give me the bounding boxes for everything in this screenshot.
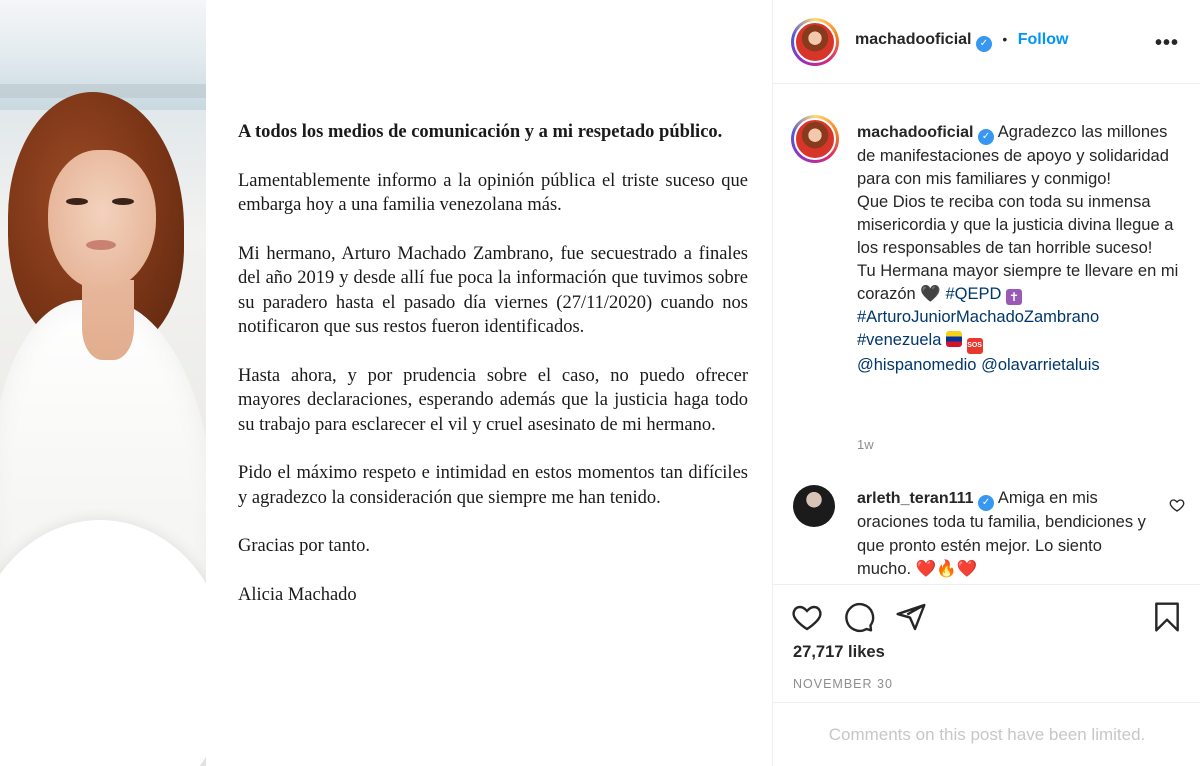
avatar[interactable]: [791, 18, 839, 66]
caption-text: Agradezco las millones de manifestaciones de apoyo y solidaridad para con mis familiares y conmigo!: [857, 123, 1169, 188]
verified-badge-icon: ✓: [978, 495, 994, 511]
share-paper-plane-icon[interactable]: [895, 601, 927, 633]
letter-paragraph: Pido el máximo respeto e intimidad en estos momentos tan difíciles y agradezco la consideración que siempre me han tenido.: [238, 463, 748, 508]
caption-avatar[interactable]: [791, 115, 839, 163]
venezuela-flag-icon: [946, 331, 962, 347]
commenter-username[interactable]: arleth_teran111: [857, 490, 974, 507]
letter-heading: A todos los medios de comunicación y a mi respetado público.: [238, 122, 723, 142]
letter-paragraph: Mi hermano, Arturo Machado Zambrano, fue secuestrado a finales del año 2019 y desde allí fue poca la información que tuvimos sobre su paradero hasta el pasado día viernes (27/11/2020) cuando nos notificaron que sus restos fueron identificados.: [238, 243, 748, 337]
verified-badge-icon: ✓: [976, 36, 992, 52]
letter-closing: Gracias por tanto.: [238, 536, 371, 556]
follow-button[interactable]: Follow: [1017, 31, 1069, 48]
letter-paragraph: Hasta ahora, y por prudencia sobre el caso, no puedo ofrecer mayores declaraciones, esperando además que la justicia haga todo su trabajo para esclarecer el vil y cruel asesinato de mi hermano.: [238, 365, 748, 435]
separator-dot: •: [1002, 31, 1008, 47]
mention-link[interactable]: @hispanomedio: [857, 356, 977, 374]
verified-badge-icon: ✓: [978, 129, 994, 145]
post-header: [773, 0, 1200, 84]
hashtag-link[interactable]: #ArturoJuniorMachadoZambrano: [857, 308, 1100, 326]
comment-bubble-icon[interactable]: [843, 601, 875, 633]
caption-text: Tu Hermana mayor siempre te llevare en mi corazón: [857, 262, 1179, 303]
like-comment-heart-icon[interactable]: [1169, 497, 1185, 513]
mention-link[interactable]: @olavarrietaluis: [981, 356, 1100, 374]
likes-count[interactable]: 27,717 likes: [793, 643, 885, 661]
post-date[interactable]: NOVEMBER 30: [793, 677, 893, 691]
sos-icon: SOS: [967, 338, 983, 354]
hashtag-link[interactable]: #QEPD: [945, 285, 1002, 303]
caption-timestamp[interactable]: 1w: [857, 437, 874, 452]
black-heart-emoji: 🖤: [920, 285, 941, 303]
comment-emojis: ❤️🔥❤️: [915, 560, 978, 578]
comments-area[interactable]: [773, 85, 1200, 585]
post-actions: [773, 584, 1200, 702]
caption-username[interactable]: machadooficial: [857, 124, 974, 141]
like-heart-icon[interactable]: [791, 601, 823, 633]
comment-text: Amiga en mis oraciones toda tu familia, bendiciones y que pronto estén mejor. Lo siento mucho.: [857, 489, 1146, 578]
comments-limited-notice: Comments on this post have been limited.: [773, 702, 1200, 766]
letter-paragraph: Lamentablemente informo a la opinión pública el triste suceso que embarga hoy a una familia venezolana más.: [238, 170, 748, 215]
post-caption: [857, 121, 1187, 377]
caption-text: Que Dios te reciba con toda su inmensa misericordia y que la justicia divina llegue a los responsables de tan horrible suceso!: [857, 193, 1174, 257]
post-photo: [0, 0, 206, 766]
commenter-avatar[interactable]: [793, 485, 835, 527]
letter-signature: Alicia Machado: [238, 584, 357, 605]
cross-emoji-icon: ✝: [1006, 289, 1022, 305]
hashtag-link[interactable]: #venezuela: [857, 331, 942, 349]
post-side-panel: [772, 0, 1200, 766]
more-options-icon[interactable]: •••: [1154, 32, 1179, 54]
header-username[interactable]: machadooficial: [855, 31, 972, 48]
save-bookmark-icon[interactable]: [1151, 601, 1183, 633]
statement-letter: [238, 120, 748, 631]
